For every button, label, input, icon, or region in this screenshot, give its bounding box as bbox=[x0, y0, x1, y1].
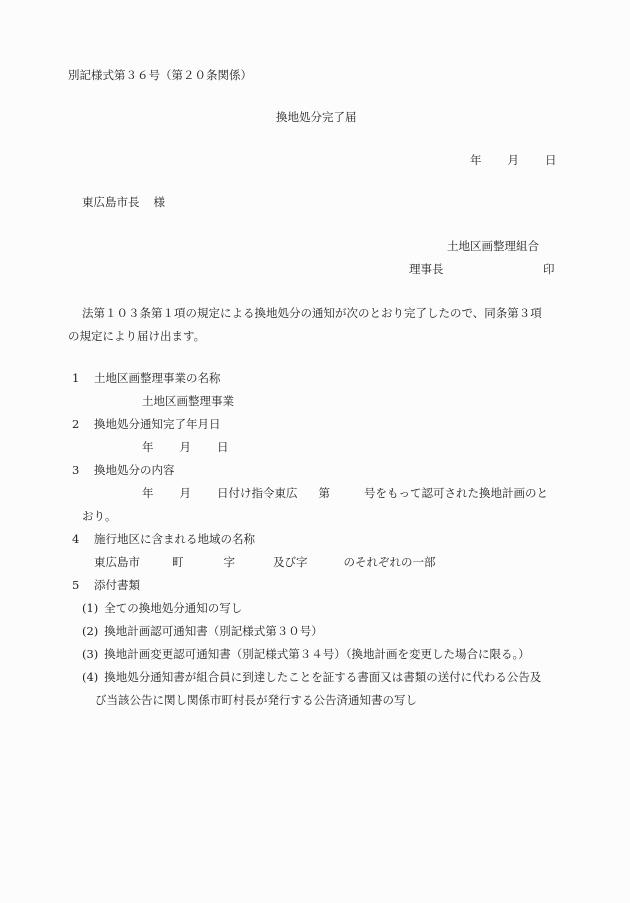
notice-complete-date bbox=[142, 440, 229, 454]
item-2-number: 2 bbox=[72, 417, 80, 431]
seal-mark: 印 bbox=[543, 262, 555, 276]
date-year: 年 bbox=[470, 153, 482, 167]
each-part-text: のそれぞれの一部 bbox=[343, 555, 436, 569]
attachment-text: 換地計画認可通知書（別記様式第３０号） bbox=[104, 624, 323, 638]
item-1-heading: 土地区画整理事業の名称 bbox=[94, 371, 221, 385]
item-4-heading: 施行地区に含まれる地域の名称 bbox=[94, 532, 255, 546]
attachment-label: (1) bbox=[82, 601, 99, 615]
item-5-heading: 添付書類 bbox=[94, 578, 140, 592]
area-names-line bbox=[94, 555, 436, 569]
item-2-heading: 換地処分通知完了年月日 bbox=[94, 417, 221, 431]
attachment-label: (2) bbox=[82, 624, 99, 638]
addressee-name: 東広島市長 bbox=[82, 195, 140, 209]
document-title: 換地処分完了届 bbox=[276, 110, 357, 124]
date-day: 日 bbox=[545, 153, 557, 167]
aza-label: 字 bbox=[223, 555, 235, 569]
disposition-content-line bbox=[142, 486, 548, 500]
month-label: 月 bbox=[179, 440, 191, 454]
form-label: 別記様式第３６号（第２０条関係） bbox=[68, 68, 252, 82]
addressee-honorific: 様 bbox=[153, 195, 165, 209]
oyobi-aza-label: 及び字 bbox=[273, 555, 308, 569]
body-line-2: の規定により届け出ます。 bbox=[68, 329, 206, 343]
attachment-text: 全ての換地処分通知の写し bbox=[104, 601, 243, 615]
addressee bbox=[82, 195, 165, 209]
directive-text: 日付け指令東広 bbox=[217, 486, 298, 500]
machi-label: 町 bbox=[172, 555, 184, 569]
body-line-1: 法第１０３条第１項の規定による換地処分の通知が次のとおり完了したので、同条第３項 bbox=[82, 306, 542, 320]
attachment-label: (4) bbox=[82, 670, 99, 684]
item-3-heading: 換地処分の内容 bbox=[94, 463, 175, 477]
attachment-text: 換地処分通知書が組合員に到達したことを証する書面又は書類の送付に代わる公告及 bbox=[104, 670, 542, 684]
sender-org: 土地区画整理組合 bbox=[447, 239, 539, 253]
disposition-content-cont: おり。 bbox=[82, 509, 117, 523]
city-label: 東広島市 bbox=[94, 555, 140, 569]
day-label: 日 bbox=[217, 440, 229, 454]
attachment-4-cont: び当該公告に関し関係市町村長が発行する公告済通知書の写し bbox=[95, 693, 417, 707]
month-label: 月 bbox=[179, 486, 191, 500]
year-label: 年 bbox=[142, 486, 154, 500]
submission-date bbox=[470, 153, 557, 167]
dai-label: 第 bbox=[318, 486, 330, 500]
attachment-text: 換地計画変更認可通知書（別記様式第３４号）（換地計画を変更した場合に限る。） bbox=[104, 647, 530, 661]
sender-role: 理事長 bbox=[409, 262, 444, 276]
item-5-number: 5 bbox=[72, 578, 80, 592]
attachment-3 bbox=[82, 647, 530, 661]
attachment-label: (3) bbox=[82, 647, 99, 661]
year-label: 年 bbox=[142, 440, 154, 454]
date-month: 月 bbox=[507, 153, 519, 167]
attachment-1 bbox=[82, 601, 242, 615]
item-4-number: 4 bbox=[72, 532, 80, 546]
approval-text: 号をもって認可された換地計画のと bbox=[364, 486, 548, 500]
attachment-4 bbox=[82, 670, 541, 684]
project-name-value: 土地区画整理事業 bbox=[142, 394, 234, 408]
attachment-2 bbox=[82, 624, 323, 638]
item-1-number: 1 bbox=[72, 371, 80, 385]
item-3-number: 3 bbox=[72, 463, 80, 477]
